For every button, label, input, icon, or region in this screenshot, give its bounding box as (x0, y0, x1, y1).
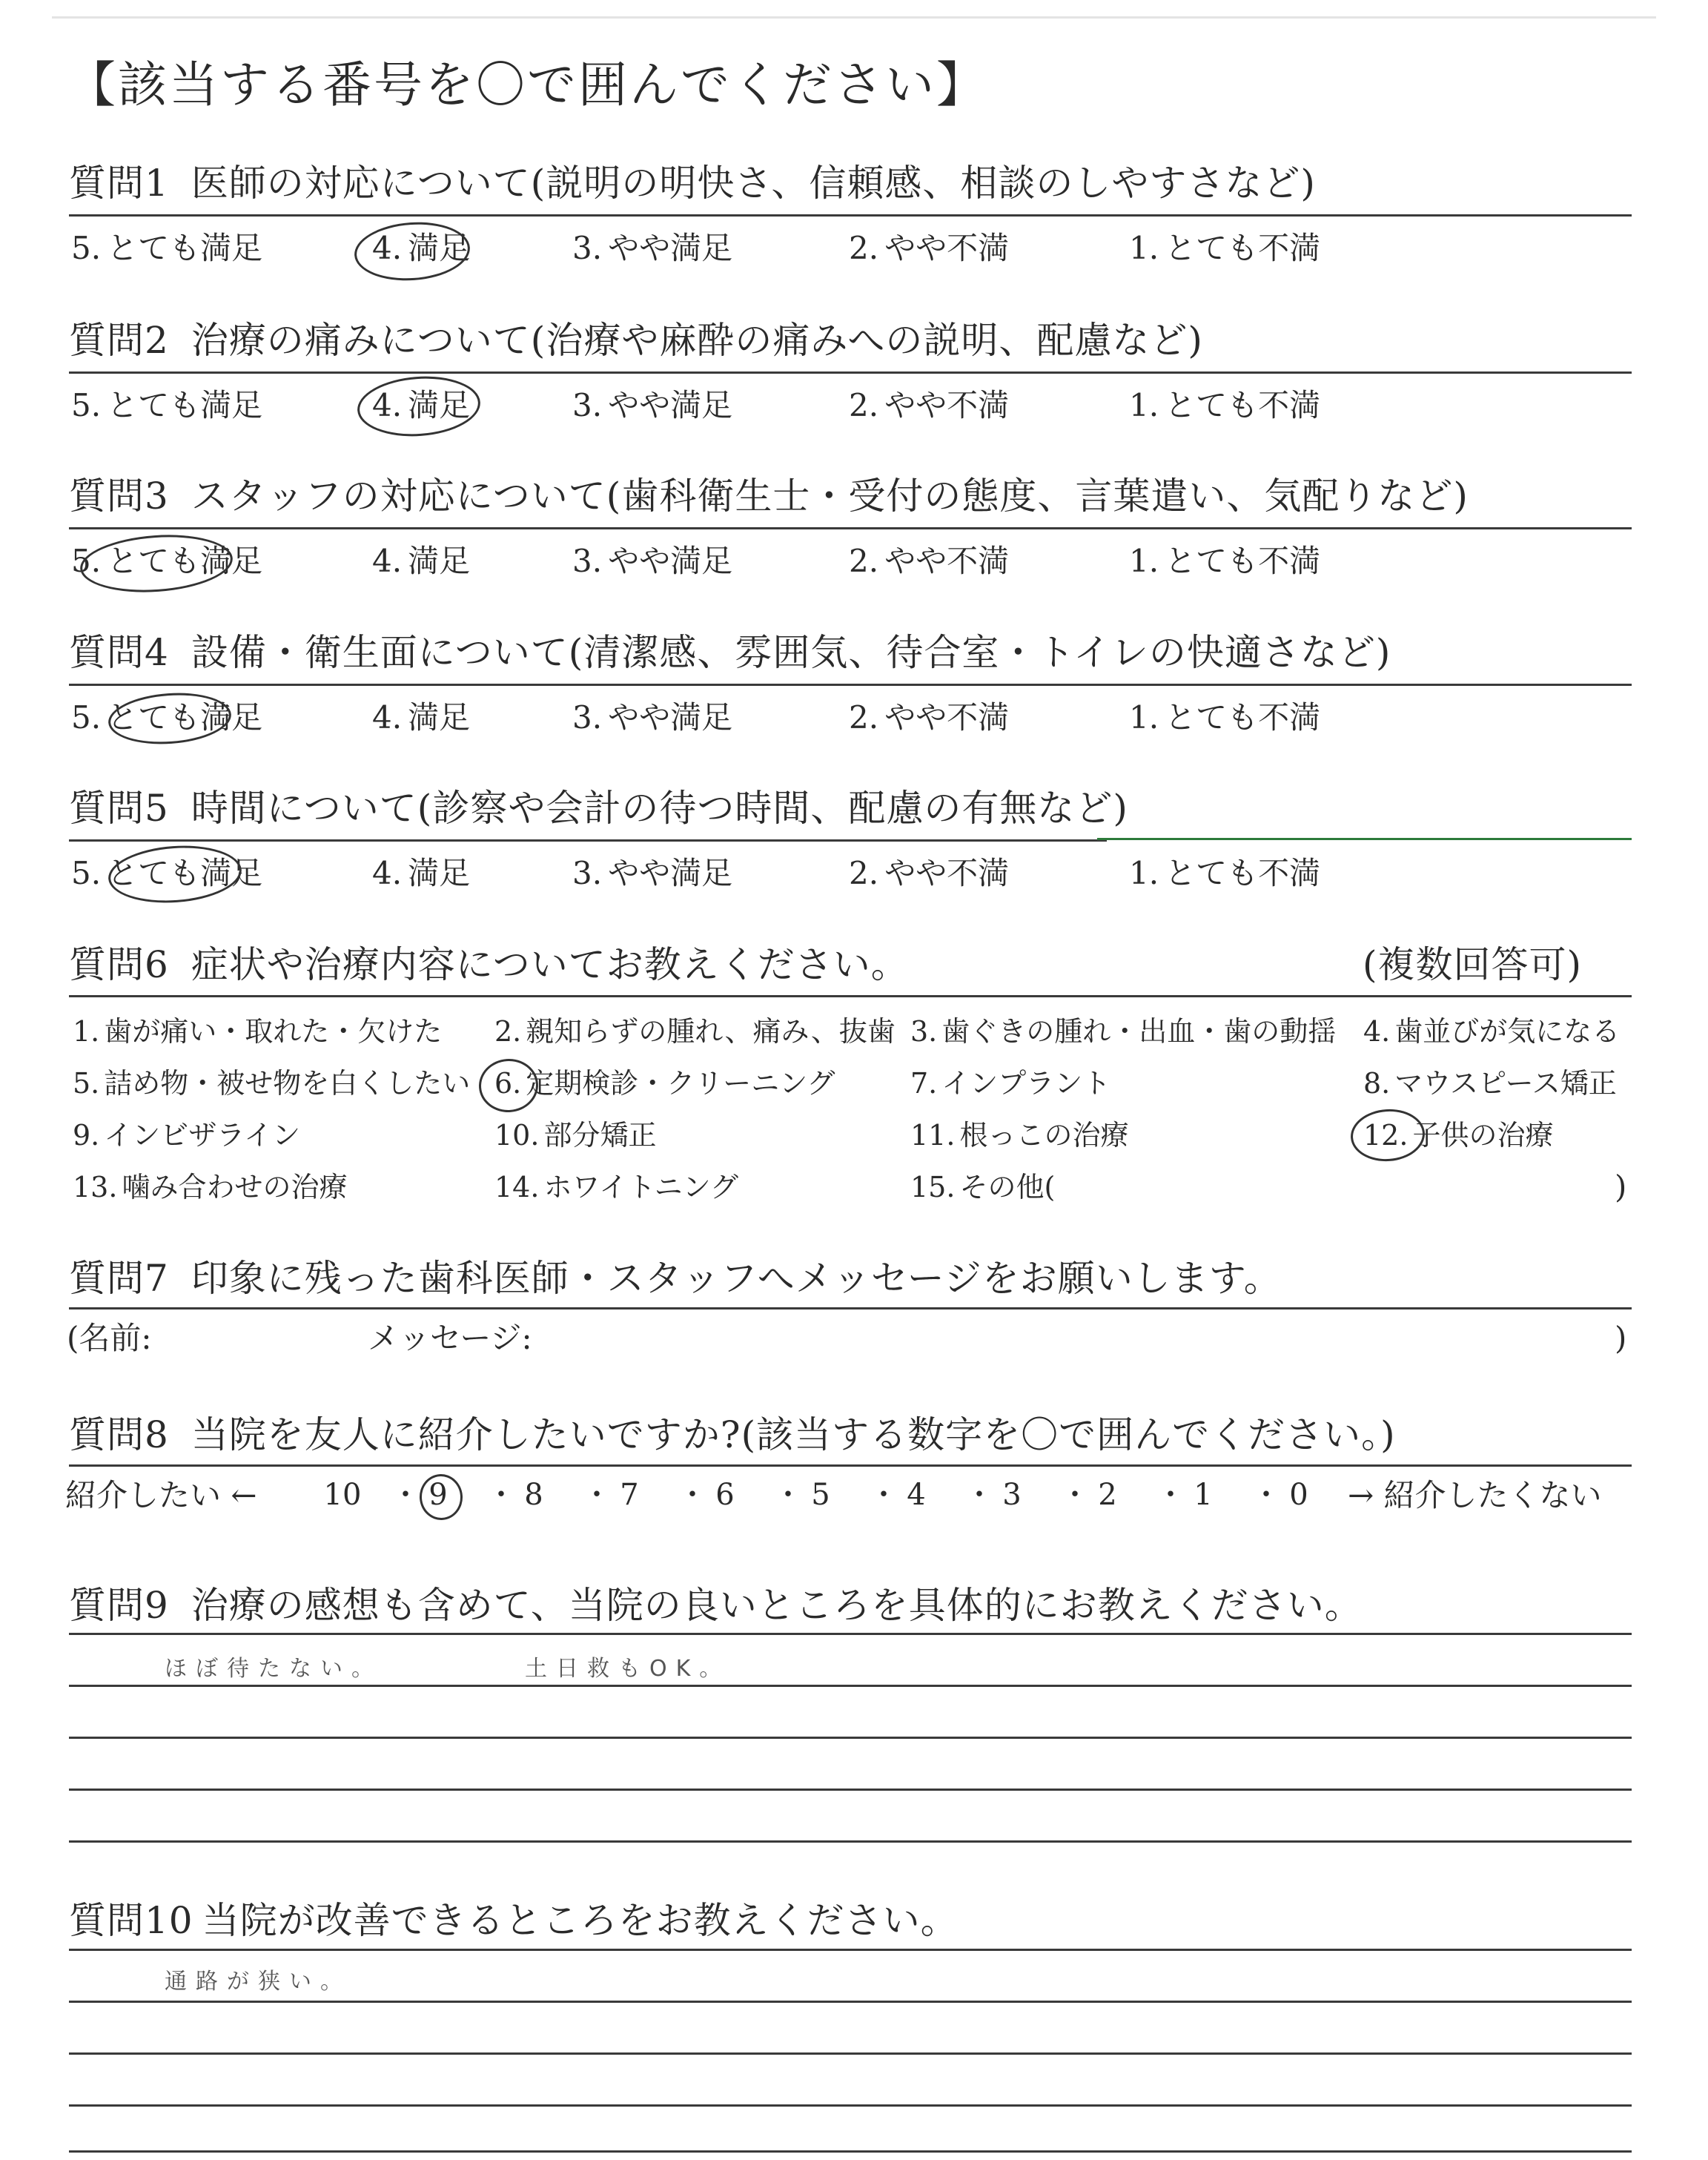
q4-title: 質問4 設備・衛生面について(清潔感、雰囲気、待合室・トイレの快適さなど) (69, 631, 1391, 674)
q8-scale-1[interactable]: 1 (1194, 1478, 1213, 1512)
q3-option-1[interactable]: 1. とても不満 (1129, 543, 1321, 579)
q8-left-label: 紹介したい ← (65, 1477, 257, 1513)
q7-message-label: メッセージ: (368, 1320, 532, 1356)
q10-title: 質問10 当院が改善できるところをお教えください。 (69, 1899, 959, 1942)
q9-title: 質問9 治療の感想も含めて、当院の良いところを具体的にお教えください。 (69, 1584, 1363, 1627)
q4-option-2[interactable]: 2. やや不満 (849, 699, 1010, 736)
q1-option-1[interactable]: 1. とても不満 (1129, 230, 1321, 266)
q6-option-1[interactable]: 1. 歯が痛い・取れた・欠けた (73, 1015, 443, 1048)
q4-option-5[interactable]: 5. とても満足 (71, 699, 263, 736)
q6-option-2[interactable]: 2. 親知らずの腫れ、痛み、抜歯 (494, 1015, 896, 1048)
q6-option-9[interactable]: 9. インビザライン (73, 1119, 301, 1152)
q9-answer-line (69, 1840, 1632, 1843)
q3-option-3[interactable]: 3. やや満足 (572, 543, 733, 579)
q8-scale-4[interactable]: 4 (907, 1478, 926, 1512)
q1-option-5[interactable]: 5. とても満足 (71, 230, 263, 266)
q6-option-4[interactable]: 4. 歯並びが気になる (1363, 1015, 1621, 1048)
q3-option-5[interactable]: 5. とても満足 (71, 543, 263, 579)
q6-option-3[interactable]: 3. 歯ぐきの腫れ・出血・歯の動揺 (910, 1015, 1337, 1048)
q10-answer-line (69, 1949, 1632, 1951)
q6-option-11[interactable]: 11. 根っこの治療 (910, 1119, 1129, 1152)
q8-scale-9[interactable]: 9 (428, 1478, 448, 1512)
q6-option-8[interactable]: 8. マウスピース矯正 (1363, 1067, 1617, 1100)
q4-option-1[interactable]: 1. とても不満 (1129, 699, 1321, 736)
q5-option-4[interactable]: 4. 満足 (372, 855, 471, 891)
q7-name-label: (名前: (67, 1320, 152, 1356)
q9-handwritten-answer-1: ほぼ待たない。 (165, 1656, 383, 1682)
q6-title: 質問6 症状や治療内容についてお教えください。 (69, 943, 909, 986)
q1-title: 質問1 医師の対応について(説明の明快さ、信頼感、相談のしやすさなど) (69, 162, 1316, 205)
q6-close-paren: ) (1615, 1169, 1627, 1205)
q4-selection-circle (107, 689, 233, 747)
q4-option-3[interactable]: 3. やや満足 (572, 699, 733, 736)
q9-answer-line (69, 1685, 1632, 1687)
q8-right-label: → 紹介したくない (1348, 1477, 1602, 1513)
q2-title: 質問2 治療の痛みについて(治療や麻酔の痛みへの説明、配慮など) (69, 319, 1203, 362)
q5-rule-ink (1097, 838, 1632, 840)
q5-selection-circle (107, 842, 244, 907)
q1-rule (69, 214, 1632, 217)
q5-rule (69, 839, 1107, 842)
q8-scale-7[interactable]: 7 (620, 1478, 639, 1512)
q1-option-4[interactable]: 4. 満足 (372, 230, 471, 266)
q8-separator: ・ (391, 1478, 420, 1512)
page-top-edge (52, 16, 1656, 19)
q8-scale-6[interactable]: 6 (715, 1478, 735, 1512)
q9-answer-line (69, 1789, 1632, 1791)
q6-note: (複数回答可) (1363, 943, 1583, 986)
q6-option-7[interactable]: 7. インプラント (910, 1067, 1111, 1100)
q6-rule (69, 995, 1632, 997)
q8-separator: ・ (582, 1478, 612, 1512)
q5-option-2[interactable]: 2. やや不満 (849, 855, 1010, 891)
q5-option-3[interactable]: 3. やや満足 (572, 855, 733, 891)
q2-option-4[interactable]: 4. 満足 (372, 387, 471, 423)
q8-title: 質問8 当院を友人に紹介したいですか?(該当する数字を〇で囲んでください。) (69, 1413, 1396, 1456)
q3-option-4[interactable]: 4. 満足 (372, 543, 471, 579)
q10-answer-line (69, 2001, 1632, 2003)
q8-separator: ・ (773, 1478, 803, 1512)
q5-option-1[interactable]: 1. とても不満 (1129, 855, 1321, 891)
q8-scale-10[interactable]: 10 (323, 1478, 362, 1512)
q6-option-10[interactable]: 10. 部分矯正 (494, 1119, 657, 1152)
q6-option-15[interactable]: 15. その他( (910, 1171, 1056, 1203)
q2-option-3[interactable]: 3. やや満足 (572, 387, 733, 423)
q8-scale-5[interactable]: 5 (811, 1478, 830, 1512)
q7-rule (69, 1307, 1632, 1309)
q3-rule (69, 527, 1632, 529)
q6-selection-circle-6 (477, 1057, 540, 1114)
q2-selection-circle (355, 372, 482, 440)
q8-scale-3[interactable]: 3 (1002, 1478, 1022, 1512)
q9-answer-line (69, 1737, 1632, 1739)
q10-handwritten-answer: 通路が狭い。 (165, 1969, 351, 1995)
q5-option-5[interactable]: 5. とても満足 (71, 855, 263, 891)
q4-rule (69, 684, 1632, 686)
q3-option-2[interactable]: 2. やや不満 (849, 543, 1010, 579)
q8-separator: ・ (964, 1478, 994, 1512)
q8-separator: ・ (678, 1478, 707, 1512)
q3-title: 質問3 スタッフの対応について(歯科衛生士・受付の態度、言葉遣い、気配りなど) (69, 475, 1469, 518)
q10-answer-line (69, 2052, 1632, 2055)
q10-answer-line (69, 2150, 1632, 2153)
q2-rule (69, 371, 1632, 374)
q6-selection-circle-12 (1349, 1107, 1427, 1164)
page-header: 【該当する番号を〇で囲んでください】 (67, 56, 987, 113)
q6-option-14[interactable]: 14. ホワイトニング (494, 1171, 739, 1203)
q8-separator: ・ (1156, 1478, 1185, 1512)
q2-option-1[interactable]: 1. とても不満 (1129, 387, 1321, 423)
q5-title: 質問5 時間について(診察や会計の待つ時間、配慮の有無など) (69, 787, 1128, 830)
q1-option-3[interactable]: 3. やや満足 (572, 230, 733, 266)
q7-close-paren: ) (1615, 1320, 1627, 1356)
q8-scale-2[interactable]: 2 (1098, 1478, 1117, 1512)
q8-separator: ・ (486, 1478, 516, 1512)
q6-option-13[interactable]: 13. 噛み合わせの治療 (73, 1171, 348, 1203)
q10-answer-line (69, 2104, 1632, 2107)
q4-option-4[interactable]: 4. 満足 (372, 699, 471, 736)
q8-separator: ・ (869, 1478, 898, 1512)
q6-option-5[interactable]: 5. 詰め物・被せ物を白くしたい (73, 1067, 471, 1100)
q9-handwritten-answer-2: 土日救もOK。 (525, 1656, 731, 1682)
q8-scale-8[interactable]: 8 (524, 1478, 543, 1512)
q1-option-2[interactable]: 2. やや不満 (849, 230, 1010, 266)
q2-option-2[interactable]: 2. やや不満 (849, 387, 1010, 423)
q2-option-5[interactable]: 5. とても満足 (71, 387, 263, 423)
q3-selection-circle (79, 530, 235, 597)
q8-scale-0[interactable]: 0 (1289, 1478, 1308, 1512)
q8-separator: ・ (1251, 1478, 1281, 1512)
q6-option-6[interactable]: 6. 定期検診・クリーニング (494, 1067, 835, 1100)
q9-answer-line (69, 1633, 1632, 1635)
q7-title: 質問7 印象に残った歯科医師・スタッフへメッセージをお願いします。 (69, 1257, 1282, 1300)
q8-separator: ・ (1060, 1478, 1090, 1512)
q1-selection-circle (352, 219, 471, 285)
q6-option-12[interactable]: 12. 子供の治療 (1363, 1119, 1554, 1152)
q8-rule (69, 1464, 1632, 1467)
